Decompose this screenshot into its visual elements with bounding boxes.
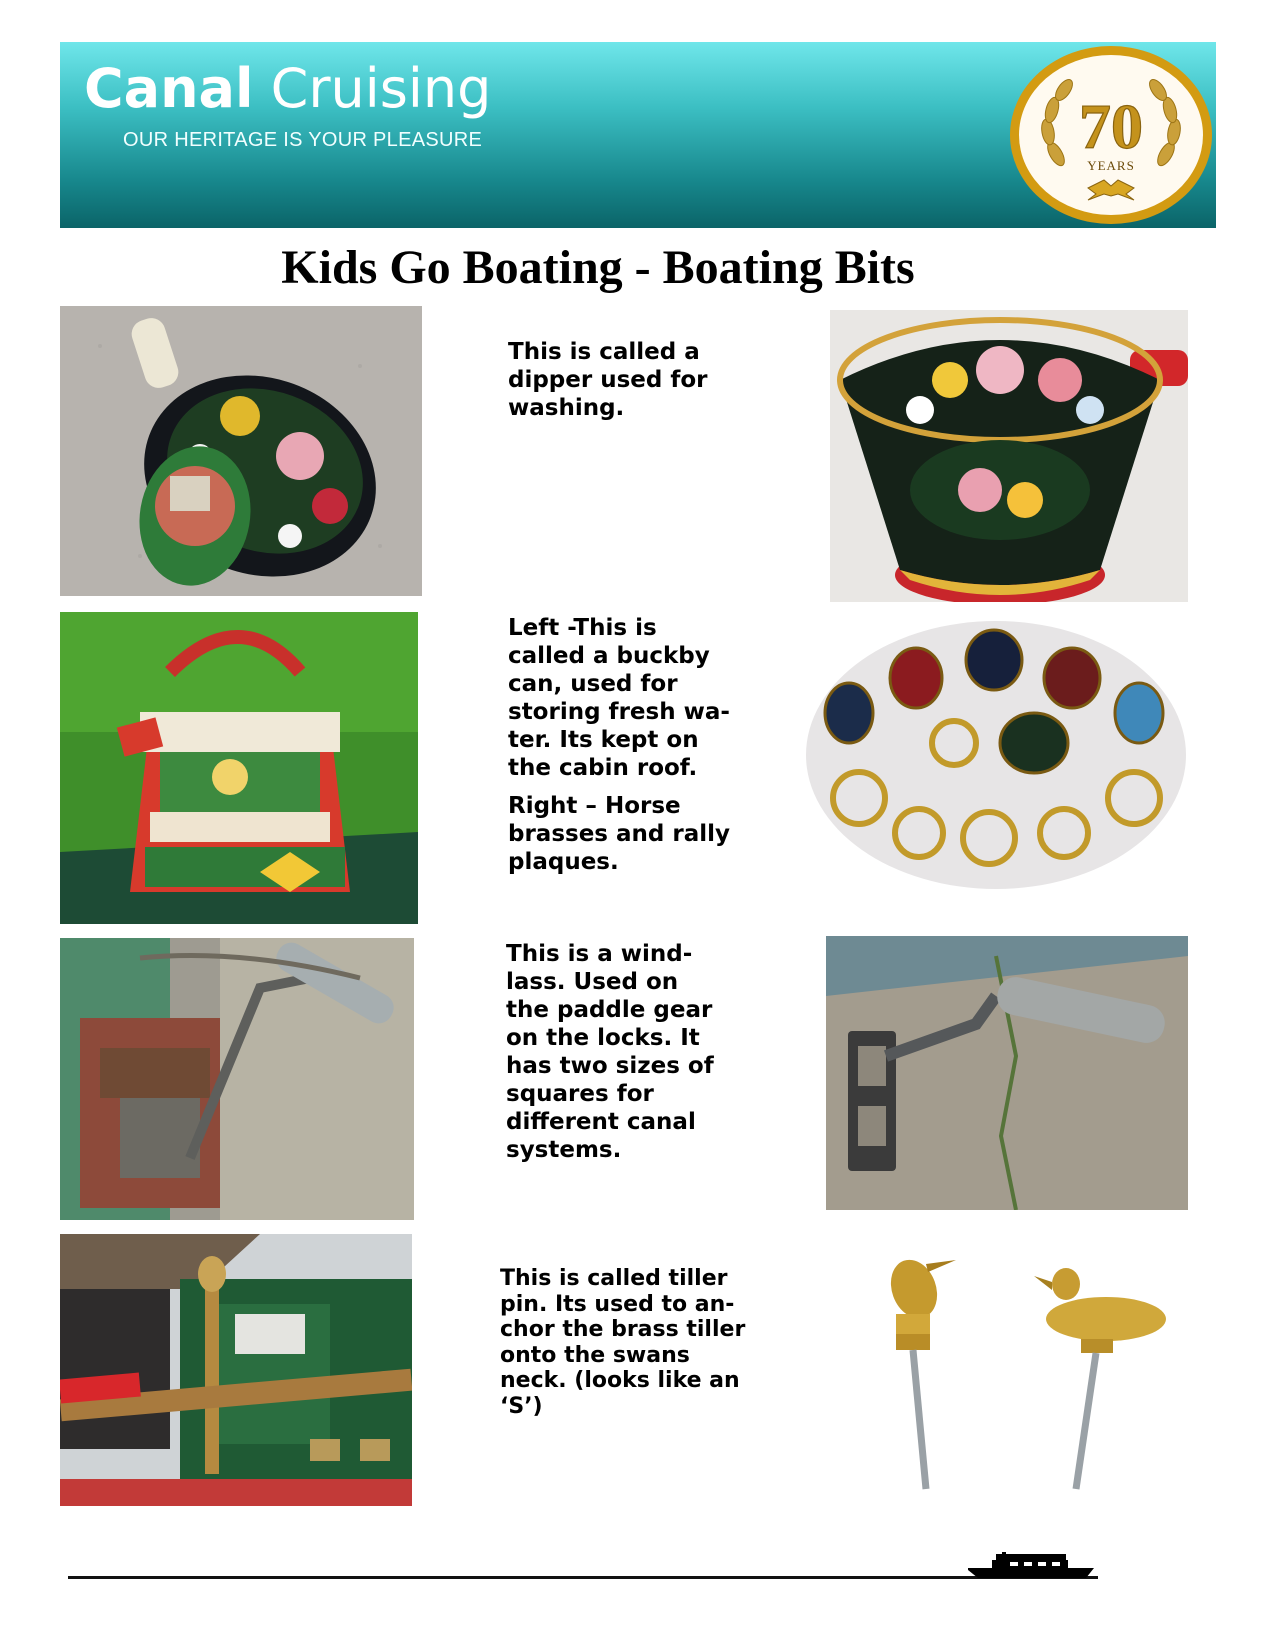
badge-number: 70 (1079, 91, 1143, 162)
buckby-can-photo (60, 612, 418, 924)
windlass-description: This is a wind- lass. Used on the paddle gear on the locks. It has two sizes of squares for different canal systems. (506, 941, 714, 1163)
windlass-on-lock-photo (60, 938, 414, 1220)
painted-dipper-bowl-photo (830, 310, 1188, 602)
badge-label: YEARS (1087, 158, 1135, 173)
footer-rule (68, 1576, 1098, 1579)
buckby-can-description: Left -This is called a buckby can, used for storing fresh wa- ter. Its kept on the cabin roof. (508, 615, 730, 781)
painted-dipper-photo (60, 306, 422, 596)
anniversary-badge (1008, 44, 1214, 226)
tiller-on-boat-photo (60, 1234, 412, 1506)
tiller-pins-photo (856, 1234, 1196, 1496)
brand-logo (84, 54, 491, 124)
dipper-description: This is called a dipper used for washing. (508, 339, 708, 421)
windlass-photo (826, 936, 1188, 1210)
horse-brasses-description: Right – Horse brasses and rally plaques. (508, 793, 730, 875)
tiller-pin-description: This is called tiller pin. Its used to an- chor the brass tiller onto the swans neck. (looks like an ‘S’) (500, 1266, 746, 1419)
page-title: Kids Go Boating - Boating Bits (281, 241, 915, 294)
narrowboat-icon (968, 1548, 1096, 1580)
horse-brasses-photo (804, 618, 1188, 892)
brand-name-bold: Canal (84, 57, 254, 120)
brand-name-regular: Cruising (270, 57, 492, 120)
brand-tagline: OUR HERITAGE IS YOUR PLEASURE (123, 129, 483, 151)
